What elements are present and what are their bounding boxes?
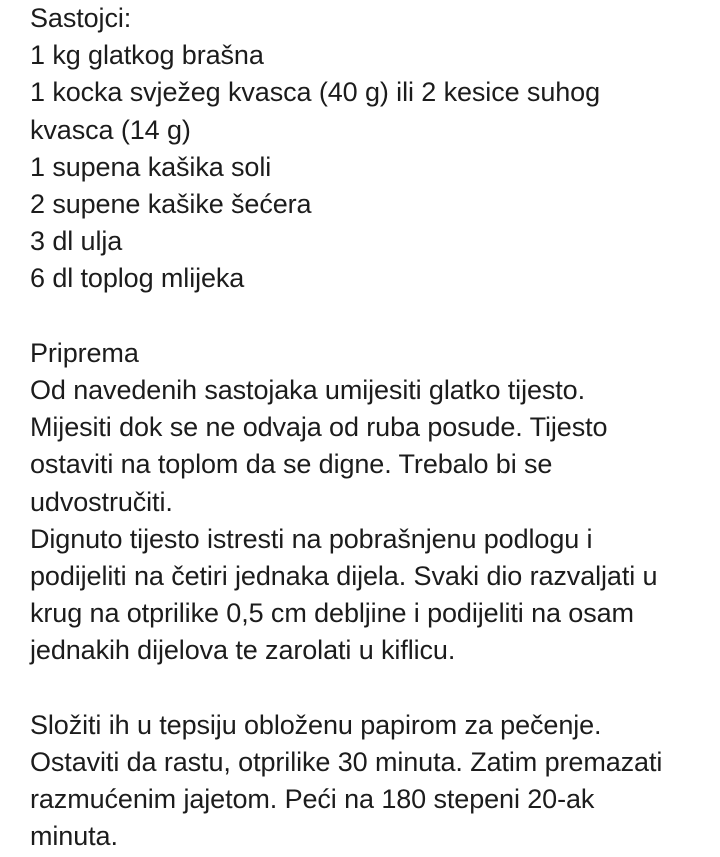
ingredients-heading: Sastojci:	[30, 3, 132, 33]
spacer	[30, 670, 710, 707]
preparation-line: Složiti ih u tepsiju obloženu papirom za pečenje.	[30, 709, 602, 740]
ingredient-line: 2 supene kašike šećera	[30, 189, 312, 220]
ingredient-line: 1 supena kašika soli	[30, 151, 272, 182]
preparation-line: jednakih dijelova te zarolati u kiflicu.	[30, 635, 456, 666]
preparation-line: Ostaviti da rastu, otprilike 30 minuta. Zatim premazati	[30, 747, 663, 778]
preparation-line: Dignuto tijesto istresti na pobrašnjenu podlogu i	[30, 523, 593, 554]
spacer	[30, 298, 710, 335]
recipe-text	[30, 0, 710, 856]
ingredient-line: 1 kocka svježeg kvasca (40 g) ili 2 kesice suhog	[30, 77, 600, 108]
ingredient-line: 6 dl toplog mlijeka	[30, 263, 245, 294]
preparation-line: razmućenim jajetom. Peći na 180 stepeni 20-ak	[30, 784, 595, 815]
preparation-line: Mijesiti dok se ne odvaja od ruba posude. Tijesto	[30, 412, 608, 443]
preparation-line: ostaviti na toplom da se digne. Trebalo bi se	[30, 449, 553, 480]
preparation-line: Od navedenih sastojaka umijesiti glatko tijesto.	[30, 375, 586, 406]
preparation-heading: Priprema	[30, 337, 139, 368]
ingredient-line: 3 dl ulja	[30, 226, 123, 257]
preparation-line: krug na otprilike 0,5 cm debljine i podijeliti na osam	[30, 598, 634, 629]
preparation-line: udvostručiti.	[30, 486, 173, 517]
ingredient-line: 1 kg glatkog brašna	[30, 40, 264, 71]
preparation-line: minuta.	[30, 821, 118, 852]
preparation-line: podijeliti na četiri jednaka dijela. Svaki dio razvaljati u	[30, 561, 658, 592]
ingredient-line: kvasca (14 g)	[30, 114, 191, 145]
